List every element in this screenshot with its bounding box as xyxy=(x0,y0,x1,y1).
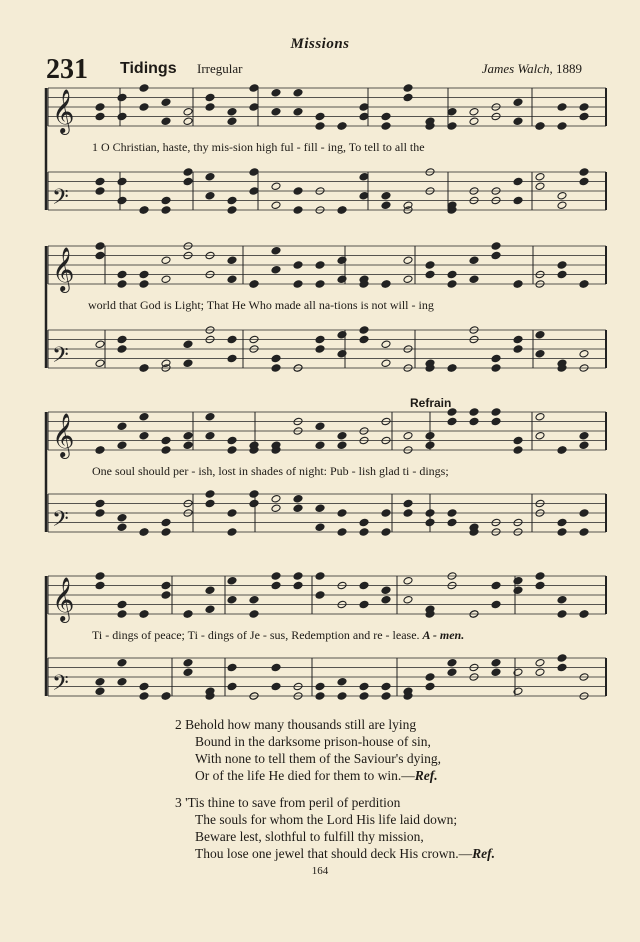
lyric-line-3: One soul should per - ish, lost in shades of night: Pub - lish glad ti - dings; xyxy=(92,464,449,478)
note-head xyxy=(557,654,567,663)
note-head xyxy=(337,509,347,518)
note-head xyxy=(117,345,127,354)
note-head xyxy=(315,335,325,344)
note-head xyxy=(315,504,325,513)
note-head xyxy=(249,84,259,93)
note-head xyxy=(95,112,105,121)
note-head xyxy=(359,103,369,112)
lyric-line-1: 1 O Christian, haste, thy mis-sion high ful - fill - ing, To tell to all the xyxy=(92,140,425,154)
note-head xyxy=(403,509,413,518)
note-head xyxy=(227,576,237,585)
note-head xyxy=(293,88,303,97)
note-head xyxy=(403,431,413,440)
note-head xyxy=(205,93,215,102)
note-head xyxy=(95,581,105,590)
note-head xyxy=(249,490,259,499)
note-head xyxy=(271,201,281,210)
note-head xyxy=(139,528,149,537)
note-head xyxy=(293,261,303,270)
note-head xyxy=(139,412,149,421)
note-head xyxy=(183,168,193,177)
verse-line: Or of the life He died for them to win.—Ref. xyxy=(195,768,438,783)
note-head xyxy=(469,117,479,126)
verse-line-text: Thou lose one jewel that should deck His crown. xyxy=(195,846,459,861)
note-head xyxy=(249,168,259,177)
note-head xyxy=(337,677,347,686)
note-head xyxy=(579,349,589,358)
note-head xyxy=(337,692,347,701)
note-head xyxy=(535,412,545,421)
note-head xyxy=(447,658,457,667)
note-head xyxy=(117,196,127,205)
note-head xyxy=(271,107,281,116)
note-head xyxy=(579,280,589,289)
note-head xyxy=(535,172,545,181)
note-head xyxy=(271,581,281,590)
note-head xyxy=(271,246,281,255)
refrain-mark: Ref. xyxy=(414,768,438,783)
note-head xyxy=(161,528,171,537)
note-head xyxy=(183,668,193,677)
composer-year: , 1889 xyxy=(549,61,582,76)
note-head xyxy=(183,359,193,368)
note-head xyxy=(579,610,589,619)
note-head xyxy=(359,112,369,121)
note-head xyxy=(579,112,589,121)
note-head xyxy=(447,280,457,289)
note-head xyxy=(205,586,215,595)
note-head xyxy=(469,107,479,116)
note-head xyxy=(315,523,325,532)
note-head xyxy=(381,112,391,121)
note-head xyxy=(535,349,545,358)
note-head xyxy=(315,345,325,354)
note-head xyxy=(95,687,105,696)
note-head xyxy=(161,256,171,265)
note-head xyxy=(491,668,501,677)
note-head xyxy=(227,595,237,604)
lyric-line-2: world that God is Light; That He Who made all na-tions is not will - ing xyxy=(88,298,434,312)
note-head xyxy=(117,93,127,102)
verse-line: Beware lest, slothful to fulfill thy mission, xyxy=(195,829,424,844)
note-head xyxy=(139,610,149,619)
note-head xyxy=(249,187,259,196)
treble-clef: 𝄞 xyxy=(52,413,75,457)
note-head xyxy=(271,663,281,672)
note-head xyxy=(557,270,567,279)
note-head xyxy=(315,280,325,289)
note-head xyxy=(337,431,347,440)
note-head xyxy=(161,117,171,126)
note-head xyxy=(535,572,545,581)
note-head xyxy=(425,673,435,682)
page-number: 164 xyxy=(311,865,329,877)
note-head xyxy=(95,340,105,349)
note-head xyxy=(117,610,127,619)
note-head xyxy=(293,280,303,289)
amen: A - men. xyxy=(422,628,465,642)
note-head xyxy=(183,340,193,349)
note-head xyxy=(139,431,149,440)
note-head xyxy=(117,422,127,431)
bass-clef: 𝄢 xyxy=(52,343,69,373)
note-head xyxy=(381,122,391,131)
note-head xyxy=(315,572,325,581)
composer-name: James Walch xyxy=(481,61,550,76)
note-head xyxy=(271,682,281,691)
note-head xyxy=(425,509,435,518)
note-head xyxy=(491,242,501,251)
note-head xyxy=(359,191,369,200)
note-head xyxy=(95,251,105,260)
note-head xyxy=(513,117,523,126)
note-head xyxy=(315,112,325,121)
note-head xyxy=(183,610,193,619)
note-head xyxy=(491,658,501,667)
note-head xyxy=(359,581,369,590)
note-head xyxy=(447,518,457,527)
note-head xyxy=(425,682,435,691)
note-head xyxy=(117,523,127,532)
note-head xyxy=(381,682,391,691)
note-head xyxy=(315,261,325,270)
note-head xyxy=(161,581,171,590)
note-head xyxy=(447,509,457,518)
note-head xyxy=(337,206,347,215)
note-head xyxy=(205,103,215,112)
hymn-number: 231 xyxy=(46,54,88,85)
note-head xyxy=(403,595,413,604)
note-head xyxy=(161,692,171,701)
note-head xyxy=(447,122,457,131)
note-head xyxy=(183,658,193,667)
note-head xyxy=(403,84,413,93)
note-head xyxy=(139,280,149,289)
note-head xyxy=(557,103,567,112)
note-head xyxy=(227,117,237,126)
note-head xyxy=(557,518,567,527)
note-head xyxy=(381,280,391,289)
note-head xyxy=(315,591,325,600)
note-head xyxy=(205,605,215,614)
note-head xyxy=(535,122,545,131)
note-head xyxy=(293,206,303,215)
note-head xyxy=(557,122,567,131)
note-head xyxy=(227,206,237,215)
note-head xyxy=(491,354,501,363)
section-heading: Missions xyxy=(290,36,350,52)
note-head xyxy=(95,103,105,112)
note-head xyxy=(381,692,391,701)
note-head xyxy=(315,422,325,431)
note-head xyxy=(579,103,589,112)
note-head xyxy=(381,509,391,518)
note-head xyxy=(117,177,127,186)
note-head xyxy=(425,261,435,270)
note-head xyxy=(271,88,281,97)
note-head xyxy=(359,528,369,537)
note-head xyxy=(491,364,501,373)
additional-verses xyxy=(175,716,495,862)
note-head xyxy=(161,196,171,205)
note-head xyxy=(271,265,281,274)
note-head xyxy=(227,509,237,518)
note-head xyxy=(249,499,259,508)
note-head xyxy=(271,354,281,363)
note-head xyxy=(227,275,237,284)
verse-line: 2 Behold how many thousands still are lying xyxy=(175,717,417,732)
note-head xyxy=(205,499,215,508)
note-head xyxy=(403,275,413,284)
note-head xyxy=(315,682,325,691)
note-head xyxy=(117,335,127,344)
note-head xyxy=(249,103,259,112)
note-head xyxy=(95,446,105,455)
note-head xyxy=(513,196,523,205)
note-head xyxy=(381,586,391,595)
note-head xyxy=(183,431,193,440)
note-head xyxy=(359,335,369,344)
note-head xyxy=(403,499,413,508)
note-head xyxy=(381,340,391,349)
note-head xyxy=(337,441,347,450)
note-head xyxy=(359,172,369,181)
note-head xyxy=(359,600,369,609)
treble-clef: 𝄞 xyxy=(52,247,75,291)
note-head xyxy=(513,177,523,186)
note-head xyxy=(139,692,149,701)
note-head xyxy=(491,417,501,426)
note-head xyxy=(293,572,303,581)
note-head xyxy=(579,441,589,450)
note-head xyxy=(249,595,259,604)
note-head xyxy=(359,682,369,691)
note-head xyxy=(557,201,567,210)
note-head xyxy=(117,677,127,686)
note-head xyxy=(579,528,589,537)
note-head xyxy=(271,182,281,191)
note-head xyxy=(381,201,391,210)
note-head xyxy=(271,494,281,503)
note-head xyxy=(579,509,589,518)
note-head xyxy=(205,172,215,181)
note-head xyxy=(447,668,457,677)
note-head xyxy=(469,417,479,426)
verse-line-text: Or of the life He died for them to win. xyxy=(195,768,402,783)
verse-line: Thou lose one jewel that should deck His crown.—Ref. xyxy=(195,846,495,861)
note-head xyxy=(205,191,215,200)
note-head xyxy=(579,177,589,186)
note-head xyxy=(381,191,391,200)
bass-clef: 𝄢 xyxy=(52,507,69,537)
note-head xyxy=(447,364,457,373)
note-head xyxy=(227,107,237,116)
note-head xyxy=(557,528,567,537)
note-head xyxy=(161,518,171,527)
note-head xyxy=(535,431,545,440)
note-head xyxy=(205,490,215,499)
note-head xyxy=(227,256,237,265)
note-head xyxy=(183,441,193,450)
bass-clef: 𝄢 xyxy=(52,185,69,215)
refrain-label: Refrain xyxy=(410,396,452,410)
treble-clef: 𝄞 xyxy=(52,89,75,133)
note-head xyxy=(183,177,193,186)
note-head xyxy=(227,663,237,672)
note-head xyxy=(359,326,369,335)
verse-line: The souls for whom the Lord His life laid down; xyxy=(195,812,458,827)
note-head xyxy=(535,658,545,667)
treble-clef: 𝄞 xyxy=(52,577,75,621)
note-head xyxy=(249,610,259,619)
note-head xyxy=(117,441,127,450)
bass-clef: 𝄢 xyxy=(52,671,69,701)
note-head xyxy=(139,364,149,373)
note-head xyxy=(425,441,435,450)
note-head xyxy=(403,93,413,102)
note-head xyxy=(535,668,545,677)
note-head xyxy=(117,658,127,667)
note-head xyxy=(381,359,391,368)
lyric-line-4 xyxy=(92,628,464,643)
note-head xyxy=(403,256,413,265)
note-head xyxy=(337,528,347,537)
note-head xyxy=(381,595,391,604)
note-head xyxy=(293,187,303,196)
note-head xyxy=(161,206,171,215)
note-head xyxy=(249,280,259,289)
verse-2 xyxy=(175,716,495,784)
note-head xyxy=(271,504,281,513)
note-head xyxy=(425,431,435,440)
note-head xyxy=(117,600,127,609)
note-head xyxy=(95,177,105,186)
note-head xyxy=(227,354,237,363)
note-head xyxy=(513,98,523,107)
note-head xyxy=(447,270,457,279)
note-head xyxy=(139,103,149,112)
note-head xyxy=(117,513,127,522)
note-head xyxy=(315,122,325,131)
tune-title: Tidings xyxy=(120,60,177,77)
note-head xyxy=(161,591,171,600)
note-head xyxy=(271,572,281,581)
note-head xyxy=(293,494,303,503)
verse-line: With none to tell them of the Saviour's dying, xyxy=(195,751,441,766)
note-head xyxy=(513,280,523,289)
note-head xyxy=(161,436,171,445)
note-head xyxy=(491,600,501,609)
note-head xyxy=(183,117,193,126)
lyric-line-4-text: Ti - dings of peace; Ti - dings of Je - sus, Redemption and re - lease. xyxy=(92,628,420,642)
verse-line: Bound in the darksome prison-house of sin, xyxy=(195,734,431,749)
note-head xyxy=(139,206,149,215)
note-head xyxy=(557,610,567,619)
note-head xyxy=(117,270,127,279)
note-head xyxy=(117,280,127,289)
note-head xyxy=(513,345,523,354)
note-head xyxy=(95,359,105,368)
note-head xyxy=(117,112,127,121)
note-head xyxy=(95,677,105,686)
note-head xyxy=(425,270,435,279)
note-head xyxy=(227,528,237,537)
note-head xyxy=(469,408,479,417)
note-head xyxy=(95,572,105,581)
note-head xyxy=(491,408,501,417)
note-head xyxy=(447,107,457,116)
note-head xyxy=(205,431,215,440)
note-head xyxy=(513,436,523,445)
note-head xyxy=(271,364,281,373)
note-head xyxy=(359,692,369,701)
refrain-mark: Ref. xyxy=(472,846,495,861)
note-head xyxy=(513,335,523,344)
note-head xyxy=(425,518,435,527)
note-head xyxy=(469,256,479,265)
note-head xyxy=(579,431,589,440)
note-head xyxy=(95,509,105,518)
note-head xyxy=(315,441,325,450)
note-head xyxy=(403,576,413,585)
note-head xyxy=(227,196,237,205)
note-head xyxy=(139,84,149,93)
note-head xyxy=(293,581,303,590)
note-head xyxy=(95,187,105,196)
note-head xyxy=(337,122,347,131)
note-head xyxy=(381,528,391,537)
note-head xyxy=(535,182,545,191)
note-head xyxy=(491,581,501,590)
note-head xyxy=(183,107,193,116)
note-head xyxy=(95,242,105,251)
note-head xyxy=(161,275,171,284)
note-head xyxy=(161,446,171,455)
note-head xyxy=(491,251,501,260)
note-head xyxy=(469,275,479,284)
verse-3 xyxy=(175,794,495,862)
note-head xyxy=(227,335,237,344)
note-head xyxy=(293,107,303,116)
meter: Irregular xyxy=(197,61,243,76)
note-head xyxy=(579,168,589,177)
note-head xyxy=(161,98,171,107)
note-head xyxy=(513,446,523,455)
verse-line: 3 'Tis thine to save from peril of perdition xyxy=(175,795,401,810)
note-head xyxy=(95,499,105,508)
note-head xyxy=(227,436,237,445)
note-head xyxy=(535,581,545,590)
note-head xyxy=(557,663,567,672)
note-head xyxy=(227,682,237,691)
note-head xyxy=(205,412,215,421)
note-head xyxy=(557,595,567,604)
note-head xyxy=(227,446,237,455)
note-head xyxy=(557,191,567,200)
note-head xyxy=(359,518,369,527)
note-head xyxy=(139,270,149,279)
note-head xyxy=(293,504,303,513)
note-head xyxy=(315,692,325,701)
note-head xyxy=(139,682,149,691)
note-head xyxy=(557,261,567,270)
note-head xyxy=(557,446,567,455)
note-head xyxy=(447,417,457,426)
note-head xyxy=(535,330,545,339)
